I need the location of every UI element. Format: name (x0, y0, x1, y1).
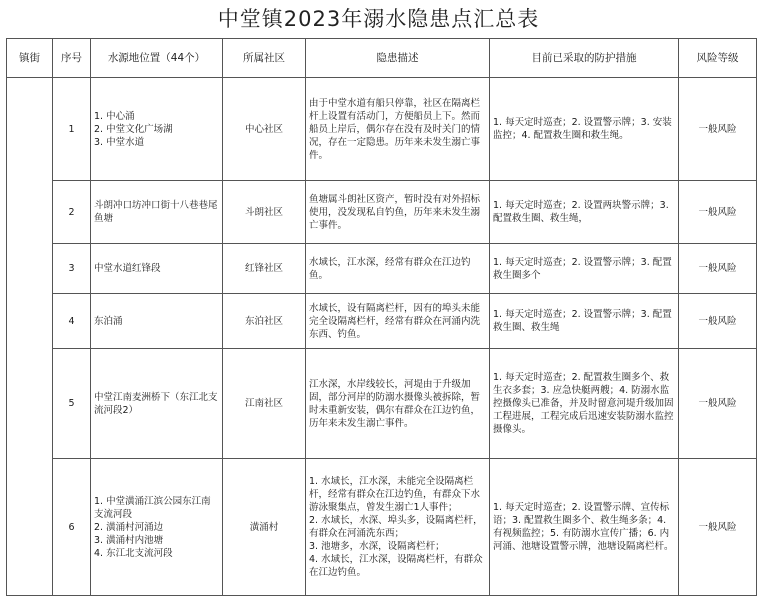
table-row (7, 294, 757, 349)
table-row (7, 244, 757, 294)
header-risk: 风险等级 (679, 39, 757, 78)
community-cell: 斗朗社区 (223, 181, 306, 244)
location-cell: 1. 中心涌 2. 中堂文化广场湖 3. 中堂水道 (91, 78, 223, 181)
community-cell: 东泊社区 (223, 294, 306, 349)
risk-cell: 一般风险 (679, 349, 757, 459)
risk-cell: 一般风险 (679, 181, 757, 244)
measures-cell: 1. 每天定时巡查；2. 设置警示牌；3. 配置救生圈多个 (490, 244, 679, 294)
community-cell: 江南社区 (223, 349, 306, 459)
hazard-cell: 鱼塘属斗朗社区资产，暂时没有对外招标使用，没发现私自钓鱼，历年来未发生溺亡事件。 (306, 181, 490, 244)
seq-cell: 2 (53, 181, 91, 244)
hazard-cell: 1. 水域长，江水深，未能完全设隔离栏杆，经常有群众在江边钓鱼，有群众下水游泳聚集点，曾发生溺亡1人事件； 2. 水域长，水深、埠头多，设隔离栏杆，有群众在河涌洗东西； 3. 池塘多，水深，设隔离栏杆； 4. 水域长，江水深，设隔离栏杆，有群众在江边钓鱼。 (306, 459, 490, 596)
hazard-cell: 水域长，江水深，经常有群众在江边钓鱼。 (306, 244, 490, 294)
page-title: 中堂镇2023年溺水隐患点汇总表 (217, 7, 540, 31)
table-row (7, 349, 757, 459)
hazard-cell: 江水深，水岸线较长，河堤由于升级加固，部分河岸的防溺水摄像头被拆除，暂时未重新安装，偶尔有群众在江边钓鱼，历年来未发生溺亡事件。 (306, 349, 490, 459)
risk-cell: 一般风险 (679, 244, 757, 294)
risk-cell: 一般风险 (679, 78, 757, 181)
measures-cell: 1. 每天定时巡查；2. 设置警示牌；3. 配置救生圈、救生绳 (490, 294, 679, 349)
location-cell: 中堂水道红锋段 (91, 244, 223, 294)
header-town: 镇街 (7, 39, 53, 78)
seq-cell: 3 (53, 244, 91, 294)
community-cell: 潢涌村 (223, 459, 306, 596)
header-seq: 序号 (53, 39, 91, 78)
location-cell: 斗朗冲口坊冲口街十八巷巷尾鱼塘 (91, 181, 223, 244)
seq-cell: 6 (53, 459, 91, 596)
table-row (7, 459, 757, 596)
hazard-cell: 由于中堂水道有船只停靠，社区在隔离栏杆上设置有活动门，方便船员上下。然而船员上岸后，偶尔存在没有及时关门的情况，存在一定隐患。历年来未发生溺亡事件。 (306, 78, 490, 181)
location-cell: 中堂江南麦洲桥下（东江北支流河段2） (91, 349, 223, 459)
header-location: 水源地位置（44个） (91, 39, 223, 78)
risk-cell: 一般风险 (679, 459, 757, 596)
header-row (7, 39, 757, 78)
table-row (7, 181, 757, 244)
risk-cell: 一般风险 (679, 294, 757, 349)
measures-cell: 1. 每天定时巡查；2. 设置警示牌；3. 安装监控；4. 配置救生圈和救生绳。 (490, 78, 679, 181)
table-row (7, 78, 757, 181)
measures-cell: 1. 每天定时巡查；2. 设置警示牌、宣传标语；3. 配置救生圈多个、救生绳多条；4. 有视频监控；5. 有防溺水宣传广播；6. 内河涌、池塘设置警示牌，池塘设隔离栏杆。 (490, 459, 679, 596)
header-hazard: 隐患描述 (306, 39, 490, 78)
community-cell: 中心社区 (223, 78, 306, 181)
hazard-table (6, 38, 757, 596)
header-community: 所属社区 (223, 39, 306, 78)
hazard-cell: 水域长，设有隔离栏杆，因有的埠头未能完全设隔离栏杆，经常有群众在河涌内洗东西、钓鱼。 (306, 294, 490, 349)
location-cell: 东泊涌 (91, 294, 223, 349)
seq-cell: 4 (53, 294, 91, 349)
measures-cell: 1. 每天定时巡查；2. 设置两块警示牌；3. 配置救生圈、救生绳， (490, 181, 679, 244)
community-cell: 红锋社区 (223, 244, 306, 294)
header-measures: 目前已采取的防护措施 (490, 39, 679, 78)
location-cell: 1. 中堂潢涌江滨公园东江南支流河段 2. 潢涌村河涌边 3. 潢涌村内池塘 4. 东江北支流河段 (91, 459, 223, 596)
seq-cell: 1 (53, 78, 91, 181)
seq-cell: 5 (53, 349, 91, 459)
measures-cell: 1. 每天定时巡查；2. 配置救生圈多个、救生衣多套；3. 应急快艇两艘；4. 防溺水监控摄像头已准备，并及时留意河堤升级加固工程进展，工程完成后迅速安装防溺水监控摄像头。 (490, 349, 679, 459)
